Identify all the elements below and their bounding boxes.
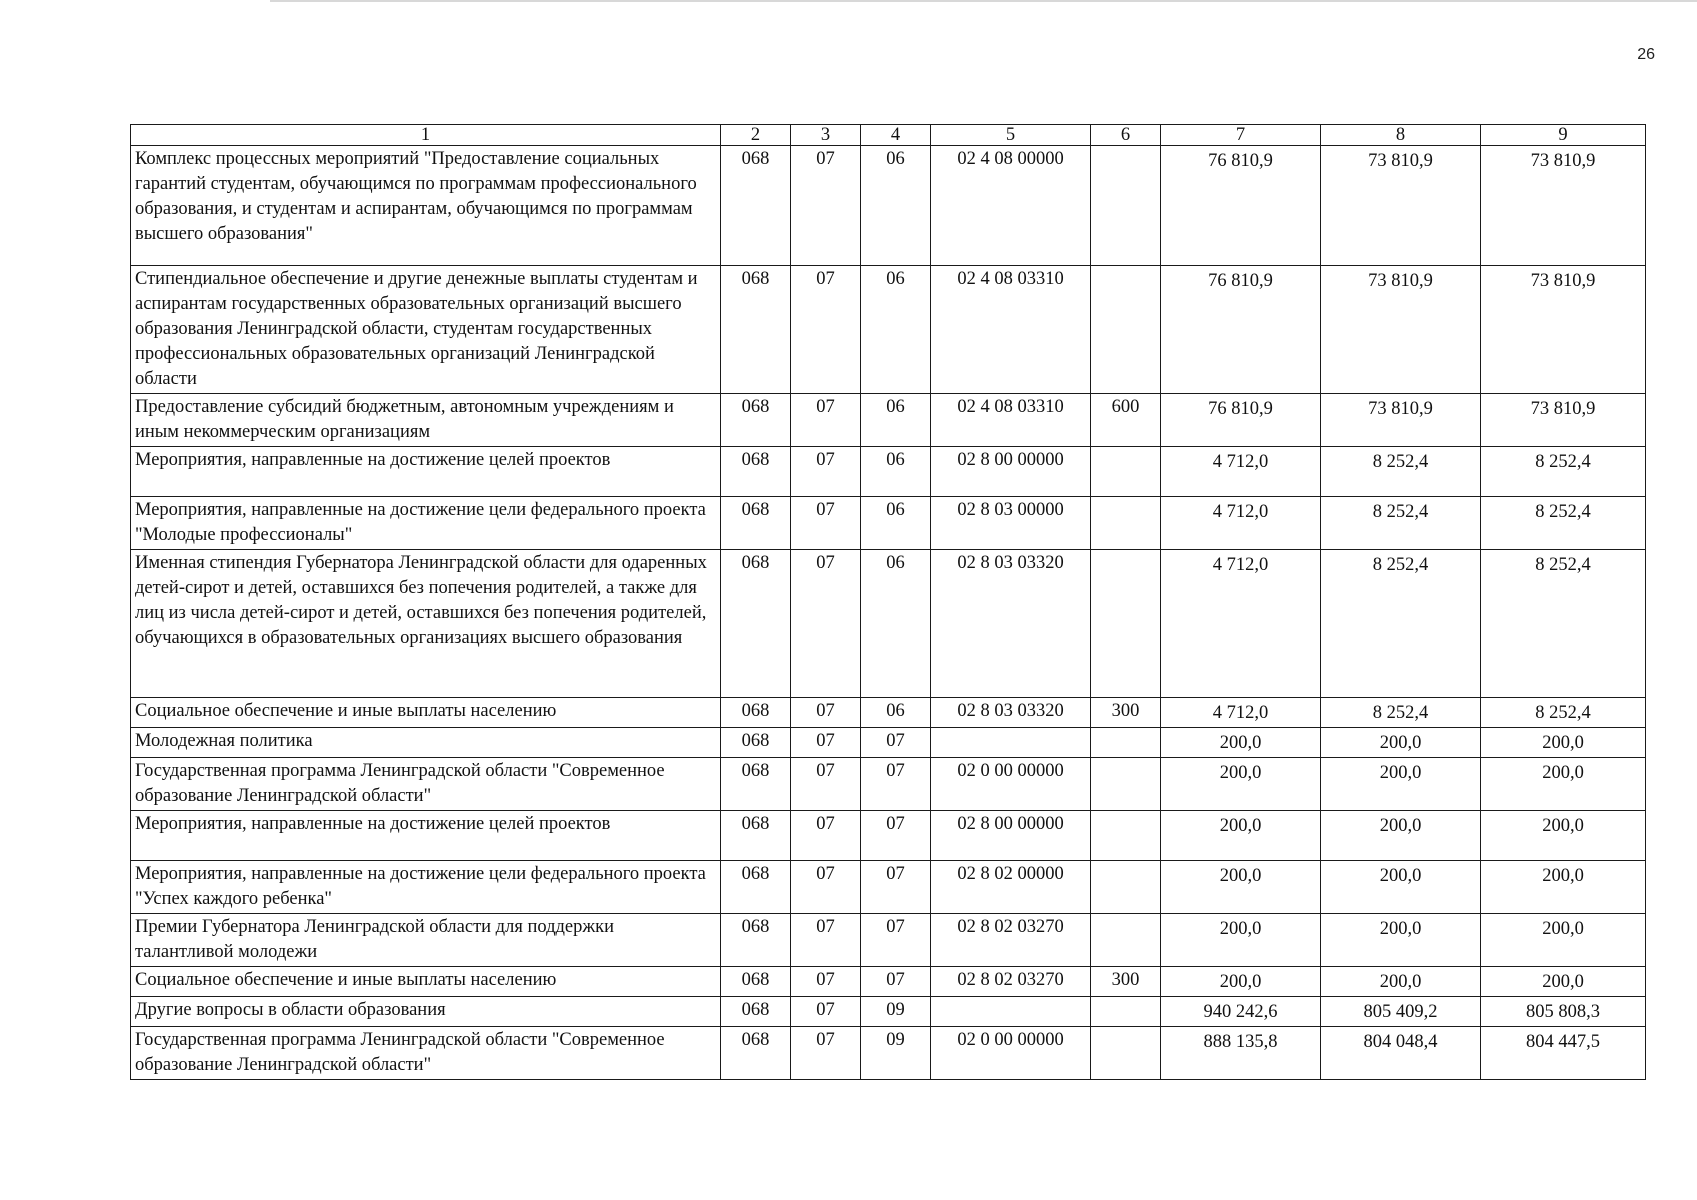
cell-admin-code: 068	[721, 1027, 791, 1080]
table-row	[131, 447, 1646, 497]
cell-target-article: 02 4 08 00000	[931, 146, 1091, 266]
cell-expense-type	[1091, 550, 1161, 698]
cell-section-code: 07	[791, 967, 861, 997]
cell-amount-col7: 888 135,8	[1161, 1027, 1321, 1080]
column-header: 5	[931, 125, 1091, 146]
cell-admin-code: 068	[721, 914, 791, 967]
column-header: 4	[861, 125, 931, 146]
cell-amount-col9: 804 447,5	[1481, 1027, 1646, 1080]
cell-section-code: 07	[791, 497, 861, 550]
cell-expense-type	[1091, 861, 1161, 914]
cell-amount-col9: 200,0	[1481, 914, 1646, 967]
cell-section-code: 07	[791, 266, 861, 394]
cell-admin-code: 068	[721, 497, 791, 550]
cell-admin-code: 068	[721, 266, 791, 394]
cell-subsection-code: 07	[861, 861, 931, 914]
cell-amount-col7: 200,0	[1161, 728, 1321, 758]
cell-amount-col8: 73 810,9	[1321, 146, 1481, 266]
cell-section-code: 07	[791, 447, 861, 497]
cell-expense-type	[1091, 728, 1161, 758]
cell-subsection-code: 07	[861, 758, 931, 811]
cell-amount-col7: 4 712,0	[1161, 550, 1321, 698]
cell-amount-col7: 4 712,0	[1161, 447, 1321, 497]
row-title: Государственная программа Ленинградской области "Современное образование Ленинградской области"	[131, 758, 721, 811]
cell-subsection-code: 07	[861, 914, 931, 967]
row-title: Комплекс процессных мероприятий "Предоставление социальных гарантий студентам, обучающимся по программам профессионального образования, и студентам и аспирантам, обучающимся по программам высшего образования"	[131, 146, 721, 266]
cell-expense-type	[1091, 266, 1161, 394]
cell-subsection-code: 09	[861, 1027, 931, 1080]
cell-amount-col7: 76 810,9	[1161, 266, 1321, 394]
cell-expense-type	[1091, 497, 1161, 550]
cell-subsection-code: 07	[861, 967, 931, 997]
row-title: Другие вопросы в области образования	[131, 997, 721, 1027]
cell-amount-col9: 8 252,4	[1481, 550, 1646, 698]
cell-section-code: 07	[791, 914, 861, 967]
cell-amount-col8: 8 252,4	[1321, 447, 1481, 497]
cell-amount-col8: 73 810,9	[1321, 266, 1481, 394]
row-title: Социальное обеспечение и иные выплаты населению	[131, 698, 721, 728]
cell-amount-col9: 200,0	[1481, 758, 1646, 811]
cell-target-article: 02 8 02 00000	[931, 861, 1091, 914]
cell-amount-col9: 200,0	[1481, 967, 1646, 997]
table-row	[131, 861, 1646, 914]
cell-target-article: 02 4 08 03310	[931, 266, 1091, 394]
cell-admin-code: 068	[721, 758, 791, 811]
cell-amount-col8: 8 252,4	[1321, 698, 1481, 728]
table-row	[131, 698, 1646, 728]
cell-section-code: 07	[791, 1027, 861, 1080]
row-title: Мероприятия, направленные на достижение целей проектов	[131, 447, 721, 497]
cell-section-code: 07	[791, 698, 861, 728]
cell-subsection-code: 09	[861, 997, 931, 1027]
cell-target-article: 02 8 02 03270	[931, 967, 1091, 997]
cell-subsection-code: 07	[861, 811, 931, 861]
cell-amount-col9: 200,0	[1481, 861, 1646, 914]
cell-section-code: 07	[791, 758, 861, 811]
cell-subsection-code: 07	[861, 728, 931, 758]
table-row	[131, 266, 1646, 394]
cell-target-article	[931, 997, 1091, 1027]
cell-expense-type	[1091, 811, 1161, 861]
cell-amount-col8: 8 252,4	[1321, 550, 1481, 698]
budget-table	[130, 124, 1646, 1080]
cell-subsection-code: 06	[861, 266, 931, 394]
cell-expense-type	[1091, 146, 1161, 266]
cell-amount-col9: 73 810,9	[1481, 146, 1646, 266]
cell-section-code: 07	[791, 146, 861, 266]
cell-admin-code: 068	[721, 728, 791, 758]
cell-amount-col9: 73 810,9	[1481, 394, 1646, 447]
cell-target-article: 02 0 00 00000	[931, 758, 1091, 811]
row-title: Молодежная политика	[131, 728, 721, 758]
page-number: 26	[1637, 46, 1655, 63]
cell-subsection-code: 06	[861, 146, 931, 266]
cell-subsection-code: 06	[861, 497, 931, 550]
cell-section-code: 07	[791, 550, 861, 698]
cell-admin-code: 068	[721, 861, 791, 914]
table-row	[131, 811, 1646, 861]
cell-admin-code: 068	[721, 447, 791, 497]
table-row	[131, 1027, 1646, 1080]
cell-section-code: 07	[791, 728, 861, 758]
cell-amount-col8: 805 409,2	[1321, 997, 1481, 1027]
cell-amount-col9: 200,0	[1481, 728, 1646, 758]
column-header: 8	[1321, 125, 1481, 146]
cell-subsection-code: 06	[861, 394, 931, 447]
cell-expense-type: 300	[1091, 967, 1161, 997]
cell-admin-code: 068	[721, 698, 791, 728]
cell-target-article: 02 8 00 00000	[931, 447, 1091, 497]
cell-amount-col9: 8 252,4	[1481, 698, 1646, 728]
table-row	[131, 497, 1646, 550]
table-row	[131, 550, 1646, 698]
cell-subsection-code: 06	[861, 447, 931, 497]
row-title: Мероприятия, направленные на достижение цели федерального проекта "Успех каждого ребенка"	[131, 861, 721, 914]
table-row	[131, 394, 1646, 447]
cell-amount-col9: 8 252,4	[1481, 497, 1646, 550]
table-row	[131, 758, 1646, 811]
cell-target-article	[931, 728, 1091, 758]
cell-amount-col8: 804 048,4	[1321, 1027, 1481, 1080]
cell-section-code: 07	[791, 861, 861, 914]
cell-amount-col7: 200,0	[1161, 914, 1321, 967]
cell-amount-col7: 200,0	[1161, 861, 1321, 914]
cell-amount-col7: 200,0	[1161, 811, 1321, 861]
row-title: Именная стипендия Губернатора Ленинградской области для одаренных детей-сирот и детей, оставшихся без попечения родителей, а также для лиц из числа детей-сирот и детей, оставшихся без попечения родителей, обучающихся в образовательных организациях высшего образования	[131, 550, 721, 698]
cell-amount-col8: 200,0	[1321, 861, 1481, 914]
row-title: Государственная программа Ленинградской области "Современное образование Ленинградской области"	[131, 1027, 721, 1080]
cell-amount-col8: 200,0	[1321, 967, 1481, 997]
cell-target-article: 02 8 03 03320	[931, 698, 1091, 728]
cell-section-code: 07	[791, 394, 861, 447]
cell-amount-col7: 200,0	[1161, 758, 1321, 811]
row-title: Социальное обеспечение и иные выплаты населению	[131, 967, 721, 997]
column-header: 9	[1481, 125, 1646, 146]
row-title: Стипендиальное обеспечение и другие денежные выплаты студентам и аспирантам государственных образовательных организаций высшего образования Ленинградской области, студентам государственных профессиональных образовательных организаций Ленинградской области	[131, 266, 721, 394]
cell-section-code: 07	[791, 997, 861, 1027]
cell-expense-type	[1091, 997, 1161, 1027]
table-row	[131, 728, 1646, 758]
cell-amount-col9: 805 808,3	[1481, 997, 1646, 1027]
cell-amount-col7: 4 712,0	[1161, 497, 1321, 550]
cell-amount-col8: 8 252,4	[1321, 497, 1481, 550]
cell-subsection-code: 06	[861, 698, 931, 728]
cell-target-article: 02 8 00 00000	[931, 811, 1091, 861]
cell-expense-type	[1091, 914, 1161, 967]
cell-target-article: 02 4 08 03310	[931, 394, 1091, 447]
column-header: 2	[721, 125, 791, 146]
cell-amount-col9: 200,0	[1481, 811, 1646, 861]
table-row	[131, 967, 1646, 997]
cell-section-code: 07	[791, 811, 861, 861]
cell-admin-code: 068	[721, 997, 791, 1027]
cell-admin-code: 068	[721, 811, 791, 861]
table-header-row	[131, 125, 1646, 146]
column-header: 6	[1091, 125, 1161, 146]
cell-amount-col8: 200,0	[1321, 914, 1481, 967]
cell-target-article: 02 8 03 03320	[931, 550, 1091, 698]
row-title: Премии Губернатора Ленинградской области для поддержки талантливой молодежи	[131, 914, 721, 967]
column-header: 1	[131, 125, 721, 146]
cell-expense-type	[1091, 1027, 1161, 1080]
cell-amount-col9: 8 252,4	[1481, 447, 1646, 497]
cell-amount-col9: 73 810,9	[1481, 266, 1646, 394]
row-title: Предоставление субсидий бюджетным, автономным учреждениям и иным некоммерческим организациям	[131, 394, 721, 447]
cell-amount-col7: 76 810,9	[1161, 146, 1321, 266]
cell-expense-type: 600	[1091, 394, 1161, 447]
cell-amount-col7: 4 712,0	[1161, 698, 1321, 728]
cell-amount-col7: 76 810,9	[1161, 394, 1321, 447]
cell-amount-col7: 200,0	[1161, 967, 1321, 997]
cell-amount-col8: 200,0	[1321, 811, 1481, 861]
cell-target-article: 02 8 03 00000	[931, 497, 1091, 550]
cell-target-article: 02 0 00 00000	[931, 1027, 1091, 1080]
cell-amount-col7: 940 242,6	[1161, 997, 1321, 1027]
cell-admin-code: 068	[721, 394, 791, 447]
table-row	[131, 997, 1646, 1027]
cell-amount-col8: 200,0	[1321, 758, 1481, 811]
column-header: 7	[1161, 125, 1321, 146]
cell-admin-code: 068	[721, 550, 791, 698]
cell-target-article: 02 8 02 03270	[931, 914, 1091, 967]
cell-admin-code: 068	[721, 967, 791, 997]
column-header: 3	[791, 125, 861, 146]
cell-amount-col8: 73 810,9	[1321, 394, 1481, 447]
cell-admin-code: 068	[721, 146, 791, 266]
table-row	[131, 914, 1646, 967]
cell-amount-col8: 200,0	[1321, 728, 1481, 758]
cell-expense-type: 300	[1091, 698, 1161, 728]
scan-top-edge	[270, 0, 1697, 2]
table-row	[131, 146, 1646, 266]
row-title: Мероприятия, направленные на достижение цели федерального проекта "Молодые профессионалы"	[131, 497, 721, 550]
cell-subsection-code: 06	[861, 550, 931, 698]
cell-expense-type	[1091, 447, 1161, 497]
cell-expense-type	[1091, 758, 1161, 811]
row-title: Мероприятия, направленные на достижение целей проектов	[131, 811, 721, 861]
